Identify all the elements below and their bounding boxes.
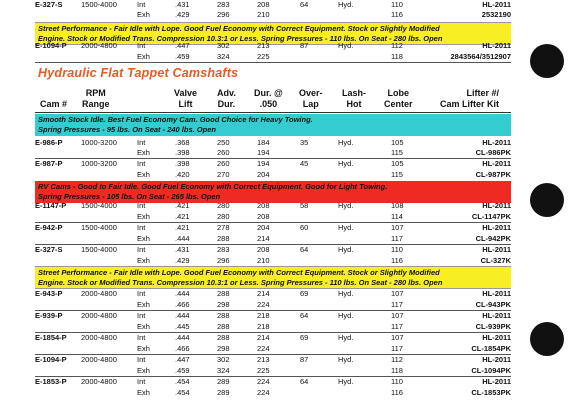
rpm-range: 2000-4800	[81, 355, 117, 364]
table-row	[35, 365, 511, 376]
valve-side: Int	[137, 223, 146, 232]
rpm-range: 1000-3200	[81, 159, 117, 168]
valve-lift: .398	[175, 159, 190, 168]
duration-050: 208	[257, 201, 270, 210]
table-row	[35, 40, 511, 51]
band-line: Spring Pressures - 95 lbs. On Seat - 240 lbs. Open	[38, 125, 216, 134]
lobe-center: 114	[391, 212, 403, 221]
lash-hot: Hyd.	[338, 333, 354, 342]
lobe-center: 107	[391, 311, 404, 320]
header-text: Cam #	[40, 99, 68, 109]
lash-hot: Hyd.	[338, 159, 354, 168]
valve-lift: .459	[175, 52, 190, 61]
rpm-range: 1500-4000	[81, 223, 117, 232]
duration-050: 204	[257, 223, 270, 232]
valve-side: Int	[137, 0, 146, 9]
lobe-center: 118	[391, 52, 403, 61]
band-line: Spring Pressures - 105 lbs. On Seat - 265 lbs. Open	[38, 192, 221, 201]
adv-duration: 288	[217, 311, 230, 320]
table-row	[35, 147, 511, 158]
lobe-center: 117	[391, 322, 403, 331]
duration-050: 224	[257, 344, 270, 353]
lash-hot: Hyd.	[338, 289, 354, 298]
adv-duration: 302	[217, 41, 230, 50]
adv-duration: 280	[217, 201, 230, 210]
lifter-kit: HL-2011	[482, 311, 511, 320]
column-header-cam	[40, 99, 67, 110]
adv-duration: 288	[217, 234, 230, 243]
valve-lift: .444	[175, 289, 190, 298]
lifter-kit: HL-2011	[482, 355, 511, 364]
binder-hole	[530, 322, 564, 356]
lifter-kit: HL-2011	[482, 377, 511, 386]
header-text: Lobe	[387, 88, 409, 98]
valve-lift: .444	[175, 333, 190, 342]
valve-lift: .466	[175, 344, 190, 353]
duration-050: 225	[257, 52, 270, 61]
duration-050: 214	[257, 333, 270, 342]
header-text: .050	[259, 99, 278, 109]
table-row	[35, 288, 511, 299]
lifter-kit: CL-943PK	[475, 300, 511, 309]
lifter-kit: HL-2011	[482, 223, 511, 232]
valve-side: Exh	[137, 300, 150, 309]
rpm-range: 2000-4800	[81, 377, 117, 386]
overlap: 58	[300, 201, 309, 210]
valve-lift: .445	[175, 322, 190, 331]
overlap: 87	[300, 41, 309, 50]
valve-lift: .429	[175, 10, 190, 19]
lobe-center: 116	[391, 388, 403, 397]
valve-side: Exh	[137, 52, 150, 61]
valve-side: Int	[137, 311, 146, 320]
table-row	[35, 387, 511, 398]
duration-050: 184	[257, 138, 270, 147]
column-header-lifter-kit	[440, 88, 499, 110]
band-line: Street Performance - Fair Idle with Lope. Good Fuel Economy with Correct Equipment. Stock or Slightly Modified	[38, 268, 440, 277]
lash-hot: Hyd.	[338, 0, 354, 9]
header-text: Lift	[178, 99, 193, 109]
lash-hot: Hyd.	[338, 311, 354, 320]
valve-lift: .466	[175, 300, 190, 309]
header-text: Lifter #/	[466, 88, 500, 98]
lash-hot: Hyd.	[338, 138, 354, 147]
cam-number: E-1094-P	[35, 355, 67, 364]
adv-duration: 270	[217, 170, 230, 179]
valve-lift: .431	[175, 245, 190, 254]
valve-side: Int	[137, 159, 146, 168]
header-text: Lap	[302, 99, 319, 109]
column-header-lobe	[384, 88, 413, 110]
overlap: 69	[300, 289, 309, 298]
header-text: Over-	[299, 88, 323, 98]
overlap: 60	[300, 223, 309, 232]
duration-050: 204	[257, 170, 270, 179]
cam-number: E-942-P	[35, 223, 63, 232]
duration-050: 224	[257, 300, 270, 309]
valve-side: Int	[137, 41, 146, 50]
duration-050: 210	[257, 10, 270, 19]
lifter-kit: CL-1853PK	[471, 388, 511, 397]
adv-duration: 260	[217, 159, 230, 168]
valve-side: Exh	[137, 212, 150, 221]
rpm-range: 1500-4000	[81, 0, 117, 9]
valve-side: Int	[137, 377, 146, 386]
overlap: 64	[300, 311, 309, 320]
adv-duration: 280	[217, 212, 230, 221]
lifter-kit: CL-942PK	[475, 234, 511, 243]
lifter-kit: HL-2011	[482, 0, 511, 9]
adv-duration: 288	[217, 322, 230, 331]
valve-lift: .420	[175, 170, 190, 179]
duration-050: 194	[257, 148, 270, 157]
lifter-kit: HL-2011	[482, 159, 511, 168]
valve-side: Exh	[137, 322, 150, 331]
table-row	[35, 343, 511, 354]
binder-hole	[530, 183, 564, 217]
adv-duration: 324	[217, 366, 230, 375]
header-text: Center	[384, 99, 413, 109]
band-line: Engine. Stock or Modified Trans. Compression 10.3:1 or Less. Spring Pressures - 110 lbs. On Seat - 280 lbs. Open	[38, 34, 443, 43]
lifter-kit: CL-1854PK	[471, 344, 511, 353]
lifter-kit: CL-327K	[480, 256, 511, 265]
adv-duration: 288	[217, 289, 230, 298]
lobe-center: 110	[391, 0, 403, 9]
lobe-center: 115	[391, 170, 403, 179]
duration-050: 208	[257, 245, 270, 254]
cam-number: E-987-P	[35, 159, 63, 168]
valve-lift: .444	[175, 311, 190, 320]
table-row	[35, 354, 511, 365]
band-line: Smooth Stock Idle. Best Fuel Economy Cam. Good Choice for Heavy Towing.	[38, 115, 313, 124]
column-header-lash	[342, 88, 366, 110]
adv-duration: 283	[217, 245, 230, 254]
lifter-kit: CL-986PK	[475, 148, 511, 157]
overlap: 45	[300, 159, 309, 168]
description-band-street	[35, 266, 511, 289]
section-title: Hydraulic Flat Tappet Camshafts	[38, 66, 239, 80]
cam-number: E-327-S	[35, 245, 63, 254]
lobe-center: 118	[391, 366, 403, 375]
lash-hot: Hyd.	[338, 41, 354, 50]
lifter-kit: HL-2011	[482, 245, 511, 254]
band-line: Street Performance - Fair Idle with Lope. Good Fuel Economy with Correct Equipment. Stock or Slightly Modified	[38, 24, 440, 33]
duration-050: 210	[257, 256, 270, 265]
table-row	[35, 299, 511, 310]
valve-lift: .447	[175, 41, 190, 50]
lifter-kit: CL-939PK	[475, 322, 511, 331]
valve-lift: .421	[175, 201, 190, 210]
rpm-range: 1500-4000	[81, 201, 117, 210]
valve-lift: .421	[175, 223, 190, 232]
valve-side: Exh	[137, 366, 150, 375]
adv-duration: 288	[217, 333, 230, 342]
adv-duration: 298	[217, 344, 230, 353]
valve-side: Int	[137, 201, 146, 210]
table-row	[35, 211, 511, 222]
lifter-kit: HL-2011	[482, 41, 511, 50]
lifter-kit: HL-2011	[482, 138, 511, 147]
rpm-range: 2000-4800	[81, 289, 117, 298]
table-row	[35, 376, 511, 387]
cam-number: E-1853-P	[35, 377, 67, 386]
overlap: 64	[300, 245, 309, 254]
lifter-kit: 2532190	[481, 10, 511, 19]
header-text: Range	[82, 99, 110, 109]
lobe-center: 117	[391, 300, 403, 309]
valve-side: Exh	[137, 344, 150, 353]
row-divider	[35, 62, 511, 63]
lobe-center: 107	[391, 289, 404, 298]
lobe-center: 107	[391, 333, 404, 342]
rpm-range: 1500-4000	[81, 245, 117, 254]
table-row	[35, 169, 511, 180]
column-header-duration	[217, 88, 236, 110]
overlap: 64	[300, 377, 309, 386]
lobe-center: 117	[391, 234, 403, 243]
lobe-center: 110	[391, 245, 403, 254]
adv-duration: 260	[217, 148, 230, 157]
table-row	[35, 310, 511, 321]
table-row	[35, 332, 511, 343]
valve-side: Exh	[137, 388, 150, 397]
header-text: Dur. @	[254, 88, 283, 98]
rpm-range: 2000-4800	[81, 311, 117, 320]
rpm-range: 2000-4800	[81, 333, 117, 342]
table-row	[35, 51, 511, 62]
lobe-center: 116	[391, 10, 403, 19]
table-row	[35, 233, 511, 244]
duration-050: 214	[257, 234, 270, 243]
header-divider	[35, 112, 511, 113]
lifter-kit: HL-2011	[482, 289, 511, 298]
lifter-kit: HL-2011	[482, 333, 511, 342]
lobe-center: 105	[391, 138, 404, 147]
overlap: 69	[300, 333, 309, 342]
duration-050: 218	[257, 311, 270, 320]
lash-hot: Hyd.	[338, 201, 354, 210]
valve-lift: .429	[175, 256, 190, 265]
adv-duration: 302	[217, 355, 230, 364]
adv-duration: 296	[217, 256, 230, 265]
lash-hot: Hyd.	[338, 377, 354, 386]
valve-lift: .459	[175, 366, 190, 375]
cam-number: E-939-P	[35, 311, 63, 320]
duration-050: 194	[257, 159, 270, 168]
cam-number: E-1094-P	[35, 41, 67, 50]
valve-side: Int	[137, 333, 146, 342]
valve-lift: .431	[175, 0, 190, 9]
header-text: Cam Lifter Kit	[440, 99, 500, 109]
valve-lift: .444	[175, 234, 190, 243]
rpm-range: 2000-4800	[81, 41, 117, 50]
adv-duration: 289	[217, 388, 230, 397]
valve-side: Int	[137, 355, 146, 364]
cam-number: E-943-P	[35, 289, 63, 298]
lifter-kit: CL-1094PK	[471, 366, 511, 375]
duration-050: 224	[257, 377, 270, 386]
lobe-center: 112	[391, 41, 403, 50]
header-text: Valve	[174, 88, 198, 98]
duration-050: 208	[257, 212, 270, 221]
lobe-center: 110	[391, 377, 403, 386]
rpm-range: 1000-3200	[81, 138, 117, 147]
table-row	[35, 255, 511, 266]
cam-number: E-1854-P	[35, 333, 67, 342]
adv-duration: 298	[217, 300, 230, 309]
valve-lift: .421	[175, 212, 190, 221]
adv-duration: 250	[217, 138, 230, 147]
table-row	[35, 321, 511, 332]
valve-lift: .398	[175, 148, 190, 157]
header-text: Lash-	[342, 88, 367, 98]
description-band-stock	[35, 114, 511, 136]
lash-hot: Hyd.	[338, 223, 354, 232]
lifter-kit: CL-987PK	[475, 170, 511, 179]
table-row	[35, 222, 511, 233]
overlap: 87	[300, 355, 309, 364]
cam-number: E-1147-P	[35, 201, 67, 210]
table-row	[35, 200, 511, 211]
valve-side: Exh	[137, 170, 150, 179]
header-text: RPM	[85, 88, 106, 98]
adv-duration: 283	[217, 0, 230, 9]
cam-number: E-327-S	[35, 0, 63, 9]
lobe-center: 116	[391, 256, 403, 265]
valve-side: Int	[137, 245, 146, 254]
lobe-center: 108	[391, 201, 404, 210]
band-line: Engine. Stock or Modified Trans. Compression 10.3:1 or Less. Spring Pressures - 110 lbs. On Seat - 280 lbs. Open	[38, 278, 443, 287]
adv-duration: 289	[217, 377, 230, 386]
duration-050: 214	[257, 289, 270, 298]
band-line: RV Cams - Good to Fair Idle. Good Fuel Economy with Correct Equipment. Good for Light Towing.	[38, 182, 388, 191]
duration-050: 218	[257, 322, 270, 331]
column-header-rpm	[82, 88, 110, 110]
valve-side: Int	[137, 289, 146, 298]
header-text: Adv.	[217, 88, 236, 98]
column-header-duration-050	[254, 88, 283, 110]
lash-hot: Hyd.	[338, 355, 354, 364]
duration-050: 213	[257, 41, 270, 50]
valve-lift: .454	[175, 377, 190, 386]
valve-side: Exh	[137, 256, 150, 265]
duration-050: 213	[257, 355, 270, 364]
lifter-kit: CL-1147PK	[471, 212, 511, 221]
overlap: 64	[300, 0, 309, 9]
binder-hole	[530, 44, 564, 78]
column-header-overlap	[299, 88, 323, 110]
table-row	[35, 244, 511, 255]
header-text: Hot	[346, 99, 362, 109]
table-row	[35, 158, 511, 169]
header-text: Dur.	[217, 99, 236, 109]
table-row	[35, 9, 511, 20]
duration-050: 208	[257, 0, 270, 9]
valve-lift: .454	[175, 388, 190, 397]
duration-050: 225	[257, 366, 270, 375]
lobe-center: 107	[391, 223, 404, 232]
valve-side: Exh	[137, 234, 150, 243]
column-header-lift	[174, 88, 197, 110]
overlap: 35	[300, 138, 309, 147]
cam-number: E-986-P	[35, 138, 63, 147]
lifter-kit: 2843564/3512907	[450, 52, 511, 61]
lobe-center: 105	[391, 159, 404, 168]
adv-duration: 278	[217, 223, 230, 232]
valve-lift: .447	[175, 355, 190, 364]
valve-side: Exh	[137, 10, 150, 19]
adv-duration: 296	[217, 10, 230, 19]
valve-lift: .368	[175, 138, 190, 147]
lifter-kit: HL-2011	[482, 201, 511, 210]
lobe-center: 117	[391, 344, 403, 353]
duration-050: 224	[257, 388, 270, 397]
lobe-center: 112	[391, 355, 403, 364]
lobe-center: 115	[391, 148, 403, 157]
valve-side: Exh	[137, 148, 150, 157]
valve-side: Int	[137, 138, 146, 147]
lash-hot: Hyd.	[338, 245, 354, 254]
adv-duration: 324	[217, 52, 230, 61]
